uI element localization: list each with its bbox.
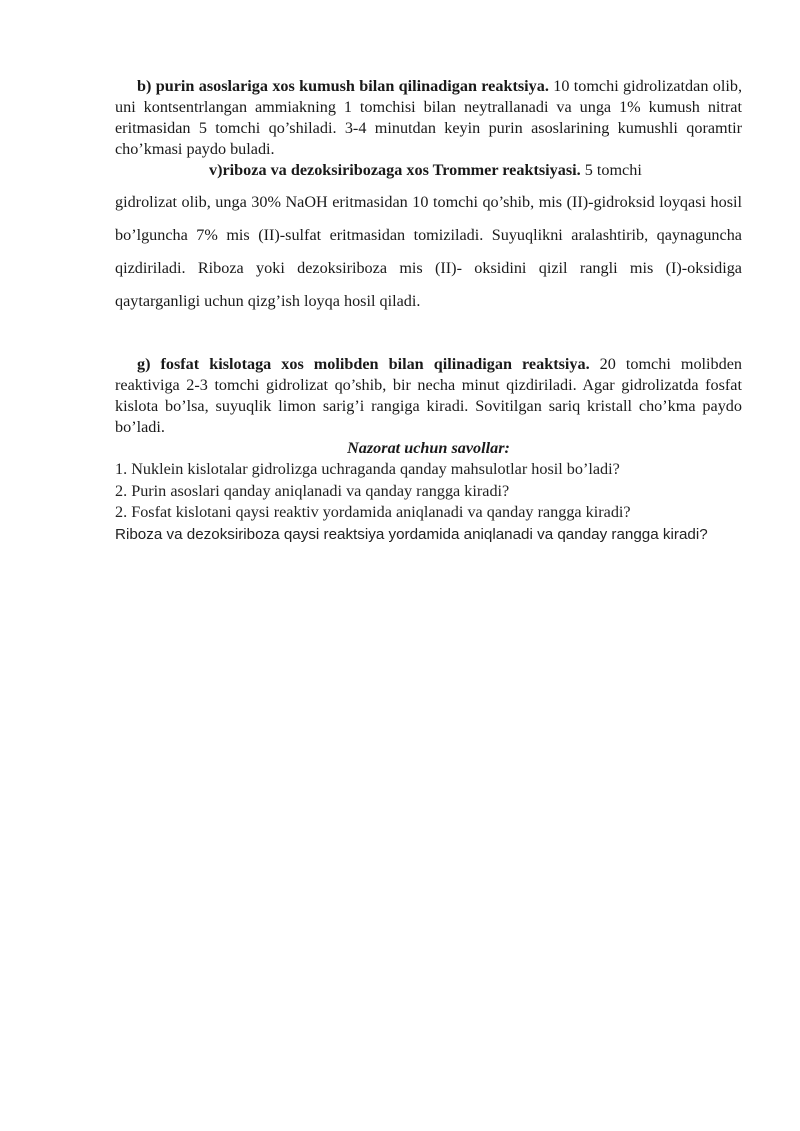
text-phosphate-reaction: 20 tomchi molibden reaktiviga 2-3 tomchi gidrolizat qo’shib, bir necha minut qizdiriladi. Agar gidrolizatda fosfat kislota bo’lsa, suyuqlik limon sarig’i rangiga kiradi. Sovitilgan sariq kristall cho’kma paydo bo’ladi.: [115, 355, 742, 436]
page-content: [115, 76, 742, 545]
questions-title: Nazorat uchun savollar:: [347, 439, 510, 457]
question-item: 2. Purin asoslari qanday aniqlanadi va qanday rangga kiradi?: [115, 481, 510, 500]
text-purine-reaction: 10 tomchi gidrolizatdan olib, uni kontsentrlangan ammiakning 1 tomchisi bilan neytrallanadi va unga 1% kumush nitrat eritmasidan 5 tomchi qo’shiladi. 3-4 minutdan keyin purin asoslarining kumushli qoramtir cho’kmasi paydo buladi.: [115, 77, 742, 158]
heading-purine-reaction: b) purin asoslariga xos kumush bilan qilinadigan reaktsiya.: [137, 77, 549, 95]
paragraph-trommer-reaction: [115, 160, 742, 181]
text-trommer-reaction: gidrolizat olib, unga 30% NaOH eritmasidan 10 tomchi qo’shib, mis (II)-gidroksid loyqasi hosil bo’lguncha 7% mis (II)-sulfat eritmasidan tomiziladi. Suyuqlikni aralashtirib, qaynaguncha qizdiriladi. Riboza yoki dezoksiriboza mis (II)- oksidini qizil rangli mis (I)-oksidiga qaytarganligi uchun qizg’ish loyqa hosil qiladi.: [115, 193, 742, 310]
question-item: 1. Nuklein kislotalar gidrolizga uchraganda qanday mahsulotlar hosil bo’ladi?: [115, 460, 620, 478]
text-trommer-reaction-start: 5 tomchi: [580, 161, 642, 179]
question-item: Riboza va dezoksiriboza qaysi reaktsiya yordamida aniqlanadi va qanday rangga kiradi?: [115, 525, 708, 543]
paragraph-trommer-reaction-continued: [115, 186, 742, 318]
paragraph-purine-reaction: [115, 76, 742, 160]
paragraph-phosphate-reaction: [115, 354, 742, 438]
heading-trommer-reaction: v)riboza va dezoksiribozaga xos Trommer reaktsiyasi.: [209, 161, 581, 179]
question-item: 2. Fosfat kislotani qaysi reaktiv yordamida aniqlanadi va qanday rangga kiradi?: [115, 503, 631, 521]
heading-phosphate-reaction: g) fosfat kislotaga xos molibden bilan qilinadigan reaktsiya.: [137, 355, 590, 373]
